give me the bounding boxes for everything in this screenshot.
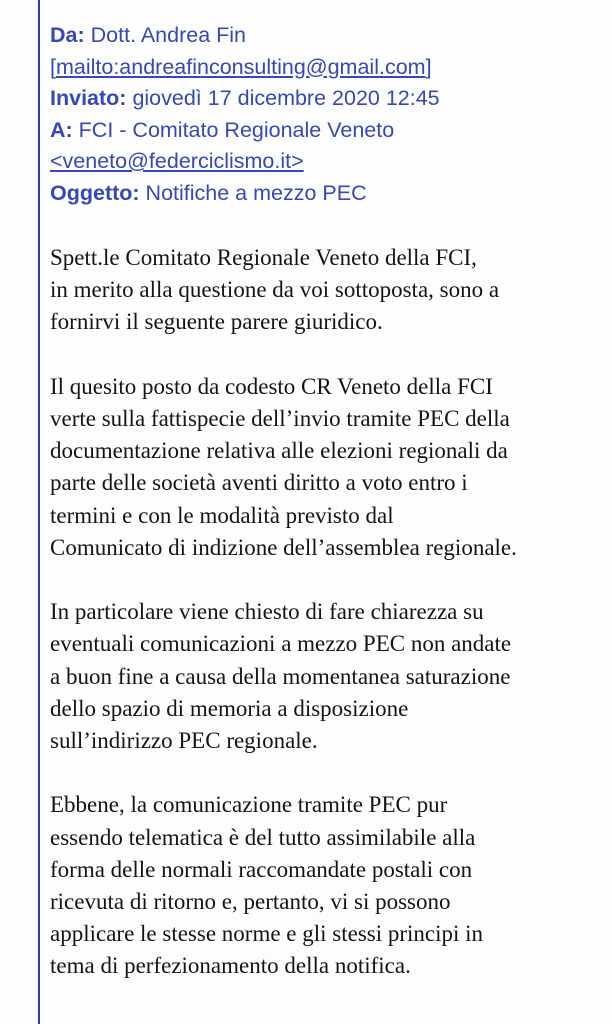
body-line: forma delle normali raccomandate postali con	[50, 856, 473, 882]
body-line: documentazione relativa alle elezioni regionali da	[50, 438, 508, 464]
body-line: In particolare viene chiesto di fare chiarezza su	[50, 599, 484, 625]
body-line: Il quesito posto da codesto CR Veneto della FCI	[50, 373, 493, 399]
to-email-link[interactable]: <veneto@federciclismo.it>	[50, 149, 304, 173]
body-paragraph	[50, 596, 610, 757]
body-line: fornirvi il seguente parere giuridico.	[50, 309, 383, 335]
body-line: Ebbene, la comunicazione tramite PEC pur	[50, 792, 448, 818]
email-header	[50, 20, 605, 209]
quote-bar	[38, 0, 40, 1024]
sent-label: Inviato:	[50, 86, 127, 110]
body-line: eventuali comunicazioni a mezzo PEC non andate	[50, 631, 512, 657]
subject-row	[50, 178, 605, 210]
email-body	[50, 242, 610, 1015]
body-line: verte sulla fattispecie dell’invio tramite PEC della	[50, 406, 510, 431]
to-email-row	[50, 146, 605, 178]
from-mailto-link[interactable]: mailto:andreafinconsulting@gmail.com	[55, 54, 426, 79]
from-name: Dott. Andrea Fin	[90, 23, 247, 47]
body-line: dello spazio di memoria a disposizione	[50, 695, 409, 721]
body-paragraph	[50, 242, 610, 339]
body-line: Comunicato di indizione dell’assemblea regionale.	[50, 534, 517, 560]
sent-value: giovedì 17 dicembre 2020 12:45	[132, 86, 440, 110]
body-line: a buon fine a causa della momentanea saturazione	[50, 663, 511, 689]
body-paragraph	[50, 789, 610, 982]
body-line: tema di perfezionamento della notifica.	[50, 953, 411, 979]
to-label: A:	[50, 117, 73, 142]
body-line: termini e con le modalità previsto dal	[50, 502, 394, 528]
to-name: FCI - Comitato Regionale Veneto	[78, 117, 395, 142]
body-line: applicare le stesse norme e gli stessi principi in	[50, 921, 484, 947]
sent-row	[50, 83, 605, 115]
body-line: essendo telematica è del tutto assimilabile alla	[50, 824, 476, 850]
to-row	[50, 115, 605, 147]
body-line: Spett.le Comitato Regionale Veneto della FCI,	[50, 245, 477, 270]
from-link-open: [	[50, 54, 56, 79]
from-link-row	[50, 52, 605, 84]
subject-value: Notifiche a mezzo PEC	[145, 180, 367, 205]
body-line: sull’indirizzo PEC regionale.	[50, 728, 318, 754]
from-row	[50, 20, 605, 52]
body-paragraph	[50, 371, 610, 564]
subject-label: Oggetto:	[50, 180, 140, 205]
body-line: in merito alla questione da voi sottoposta, sono a	[50, 277, 500, 303]
from-link-close: ]	[425, 54, 432, 79]
from-label: Da:	[50, 23, 85, 47]
body-line: parte delle società aventi diritto a voto entro i	[50, 470, 468, 496]
body-line: ricevuta di ritorno e, pertanto, vi si possono	[50, 889, 451, 915]
